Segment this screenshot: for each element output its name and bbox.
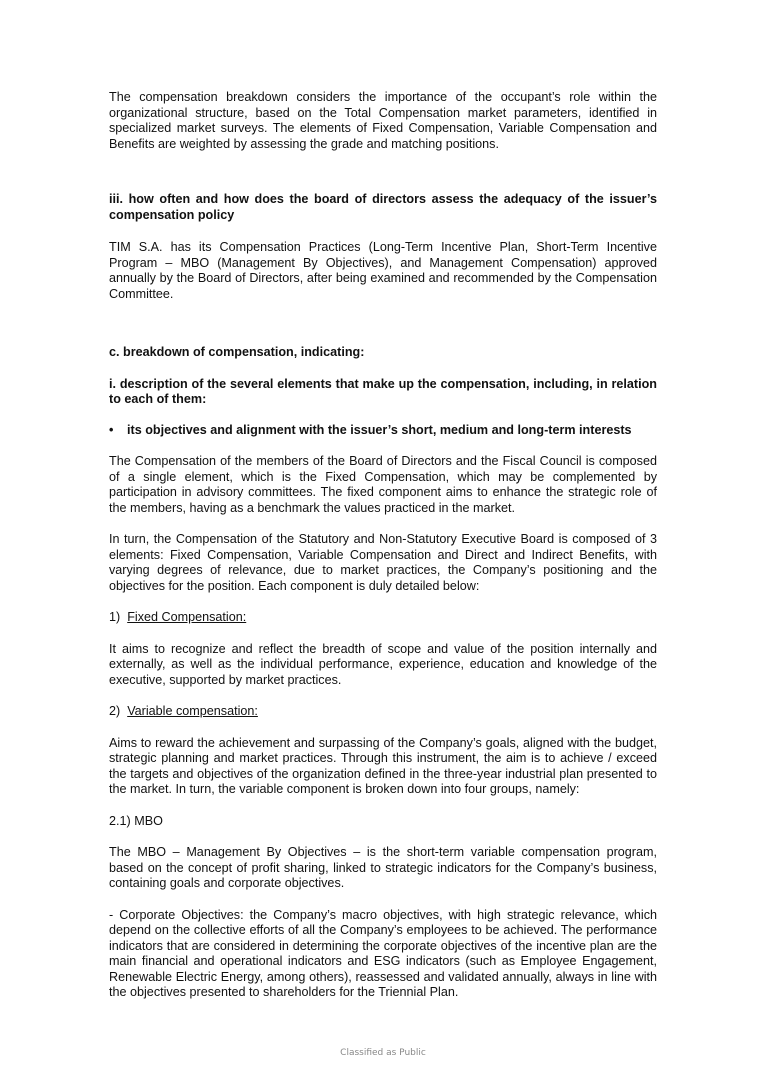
item-1-number: 1) [109, 610, 121, 624]
heading-iii: iii. how often and how does the board of directors assess the adequacy of the issuer’s compensation policy [109, 192, 657, 222]
paragraph-mbo: The MBO – Management By Objectives – is the short-term variable compensation program, based on the concept of profit sharing, linked to strategic indicators for the Company’s business, containing goals and corporate objectives. [109, 845, 657, 890]
heading-c: c. breakdown of compensation, indicating: [109, 345, 365, 359]
item-2-number: 2) [109, 704, 121, 718]
intro-paragraph: The compensation breakdown considers the importance of the occupant’s role within the organizational structure, based on the Total Compensation market parameters, identified in specialized market surveys. The elements of Fixed Compensation, Variable Compensation and Benefits are weighted by assessing the grade and matching positions. [109, 90, 657, 151]
bullet-objectives-text: its objectives and alignment with the issuer’s short, medium and long-term interests [127, 422, 632, 437]
footer-classification: Classified as Public [340, 1048, 426, 1058]
item-1-label: Fixed Compensation: [127, 610, 247, 624]
document-body [109, 90, 657, 1001]
item-2-label: Variable compensation: [127, 704, 258, 718]
paragraph-variable-compensation: Aims to reward the achievement and surpassing of the Company’s goals, aligned with the budget, strategic planning and market practices. Through this instrument, the aim is to achieve / exceed the targets and objectives of the organization defined in the three-year industrial plan presented to the market. In turn, the variable component is broken down into four groups, namely: [109, 735, 657, 796]
paragraph-iii: TIM S.A. has its Compensation Practices (Long-Term Incentive Plan, Short-Term Incentive Program – MBO (Management By Objectives), and Management Compensation) approved annually by the Board of Directors, after being examined and recommended by the Compensation Committee. [109, 240, 657, 301]
item-2-heading [109, 704, 657, 720]
heading-i: i. description of the several elements that make up the compensation, including, in relation to each of them: [109, 376, 657, 406]
paragraph-executive-compensation: In turn, the Compensation of the Statutory and Non-Statutory Executive Board is composed of 3 elements: Fixed Compensation, Variable Compensation and Direct and Indirect Benefits, with varying degrees of relevance, due to market practices, the Company’s positioning and the objectives for the position. Each component is duly detailed below: [109, 532, 657, 593]
bullet-objectives [109, 423, 657, 439]
paragraph-fixed-compensation: It aims to recognize and reflect the breadth of scope and value of the position internally and externally, as well as the individual performance, experience, education and knowledge of the executive, supported by market practices. [109, 641, 657, 687]
item-1-heading [109, 610, 657, 626]
bullet-icon: • [109, 422, 114, 437]
paragraph-board-compensation: The Compensation of the members of the Board of Directors and the Fiscal Council is composed of a single element, which is the Fixed Compensation, which may be complemented by participation in advisory committees. The fixed component aims to enhance the strategic role of the members, having as a benchmark the values practiced in the market. [109, 454, 657, 515]
paragraph-corporate-objectives: - Corporate Objectives: the Company’s macro objectives, with high strategic relevance, which depend on the collective efforts of all the Company’s employees to be achieved. The performance indicators that are considered in determining the corporate objectives of the incentive plan are the main financial and operational indicators and ESG indicators (such as Employee Engagement, Renewable Electric Energy, among others), reassessed and validated annually, always in line with the objectives presented to shareholders for the Triennial Plan. [109, 907, 657, 999]
item-2-1-heading: 2.1) MBO [109, 813, 163, 828]
